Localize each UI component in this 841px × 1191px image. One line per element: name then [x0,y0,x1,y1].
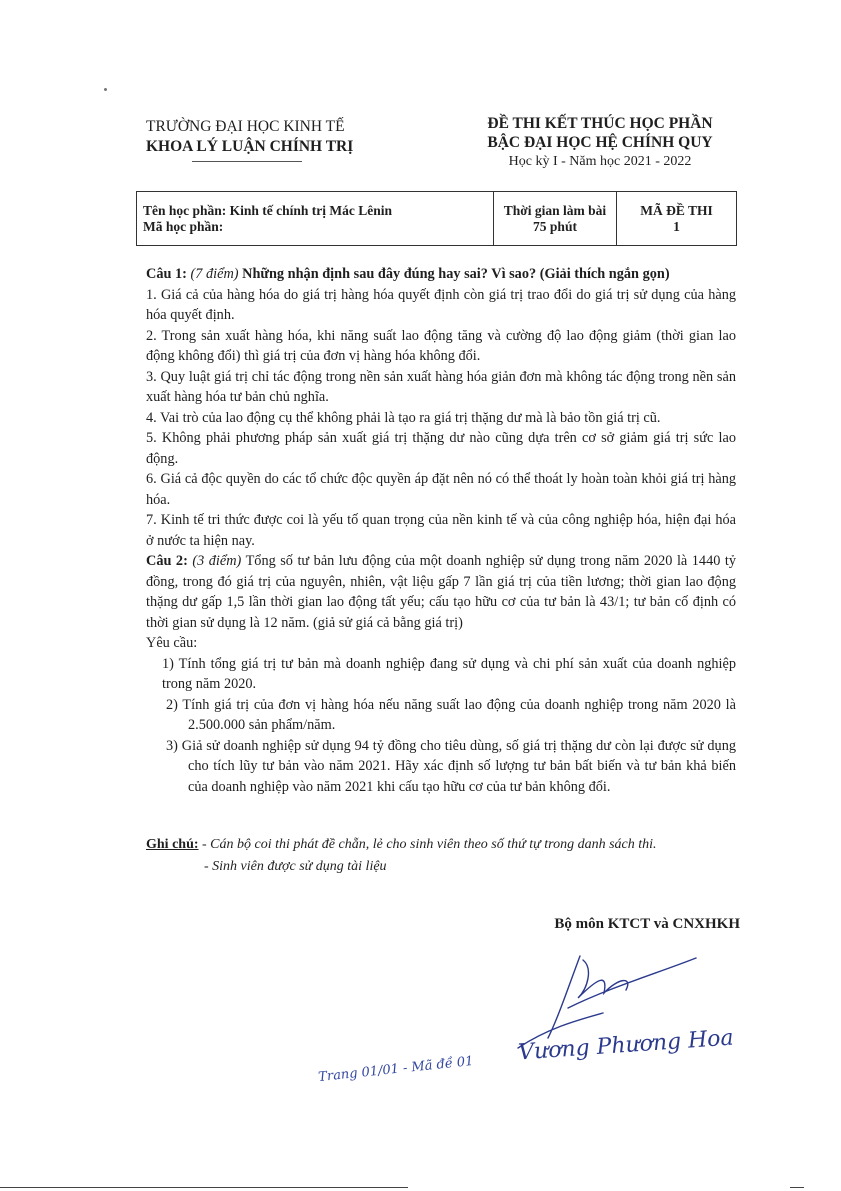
duration-cell [494,192,617,246]
note-text-1: - Cán bộ coi thi phát đề chẵn, lẻ cho sinh viên theo số thứ tự trong danh sách thi. [202,837,657,852]
duration-label: Thời gian làm bài [503,202,607,218]
q1-item: 5. Không phải phương pháp sản xuất giá trị thặng dư nào cũng dựa trên cơ sở giảm giá trị sức lao động. [146,430,736,467]
course-code: Mã học phần: [143,218,224,234]
course-info-table [136,191,737,246]
duration-value: 75 phút [533,218,577,234]
q2-requirements-label: Yêu cầu: [146,635,198,651]
department-signoff: Bộ môn KTCT và CNXHKH [554,916,740,932]
q1-item: 2. Trong sản xuất hàng hóa, khi năng suất lao động tăng và cường độ lao động giảm (thời gian lao động không đổi) thì giá trị của đơn vị hàng hóa không đổi. [146,327,736,364]
q1-item: 1. Giá cả của hàng hóa do giá trị hàng hóa quyết định còn giá trị trao đổi do giá trị sử dụng của hàng hóa quyết định. [146,286,736,323]
q1-item: 3. Quy luật giá trị chỉ tác động trong nền sản xuất hàng hóa giản đơn mà không tác động trong nền sản xuất hàng hóa tư bản chủ nghĩa. [146,368,736,405]
exam-header [440,114,760,171]
q2-number: Câu 2: [146,553,188,569]
question-1-heading [146,264,736,285]
q1-prompt: Những nhận định sau đây đúng hay sai? Vì sao? (Giải thích ngắn gọn) [242,266,670,282]
exam-title: ĐỀ THI KẾT THÚC HỌC PHẦN [487,115,713,132]
q1-points: (7 điểm) [190,266,239,282]
exam-level: BẬC ĐẠI HỌC HỆ CHÍNH QUY [487,134,713,151]
q1-number: Câu 1: [146,266,187,282]
school-header [146,117,386,157]
note-label: Ghi chú: [146,837,199,852]
question-2 [146,551,736,633]
exam-notes [146,834,746,878]
exam-code-label: MÃ ĐỀ THI [640,202,713,218]
course-cell [137,192,494,246]
footer-dash [790,1187,804,1188]
exam-content [146,264,736,797]
exam-term: Học kỳ I - Năm học 2021 - 2022 [508,154,692,169]
q1-item: 6. Giá cả độc quyền do các tổ chức độc quyền áp đặt nên nó có thể thoát ly hoàn toàn khỏi giá trị hàng hóa. [146,471,736,508]
footer-rule [0,1187,408,1188]
q2-requirement: 2) Tính giá trị của đơn vị hàng hóa nếu năng suất lao động của doanh nghiệp trong năm 2020 là 2.500.000 sản phẩm/năm. [166,696,736,733]
note-line-2: - Sinh viên được sử dụng tài liệu [204,859,387,874]
q1-item: 7. Kinh tế tri thức được coi là yếu tố quan trọng của nền kinh tế và của công nghiệp hóa, hiện đại hóa ở nước ta hiện nay. [146,512,736,549]
q2-points: (3 điểm) [192,553,242,569]
exam-code-cell [617,192,737,246]
scan-speck [104,88,107,91]
q2-body: Tổng số tư bản lưu động của một doanh nghiệp sử dụng trong năm 2020 là 1440 tỷ đồng, trong đó giá trị của nguyên, nhiên, vật liệu gấp 7 lần giá trị của tiền lương; thời gian lao động thặng dư gấp 1,5 lần thời gian lao động tất yếu; cấu tạo hữu cơ của tư bản là 43/1; tư bản cố định có thời gian sử dụng là 12 năm. (giả sử giá cả bằng giá trị) [146,553,736,631]
university-name: TRƯỜNG ĐẠI HỌC KINH TẾ [146,118,345,135]
exam-code-value: 1 [673,218,680,234]
q2-requirement: 3) Giả sử doanh nghiệp sử dụng 94 tỷ đồng cho tiêu dùng, số giá trị thặng dư còn lại được sử dụng cho tích lũy tư bản vào năm 2021. Hãy xác định số lượng tư bản bất biến và tư bản khả biến của doanh nghiệp vào năm 2021 khi cấu tạo hữu cơ của tư bản không đổi. [166,737,736,795]
signatory-name: Vương Phương Hoa [517,1025,735,1066]
q1-item: 4. Vai trò của lao động cụ thể không phải là tạo ra giá trị thặng dư mà là bảo tồn giá trị cũ. [146,409,661,426]
note-line-1 [146,834,746,856]
q2-requirement: 1) Tính tổng giá trị tư bản mà doanh nghiệp đang sử dụng và chi phí sản xuất của doanh nghiệp trong năm 2020. [162,655,736,692]
faculty-name: KHOA LÝ LUẬN CHÍNH TRỊ [146,138,354,155]
handwritten-page-note: Trang 01/01 - Mã đề 01 [317,1053,475,1086]
course-name: Tên học phần: Kinh tế chính trị Mác Lênin [143,202,393,218]
header-underline [192,161,302,162]
